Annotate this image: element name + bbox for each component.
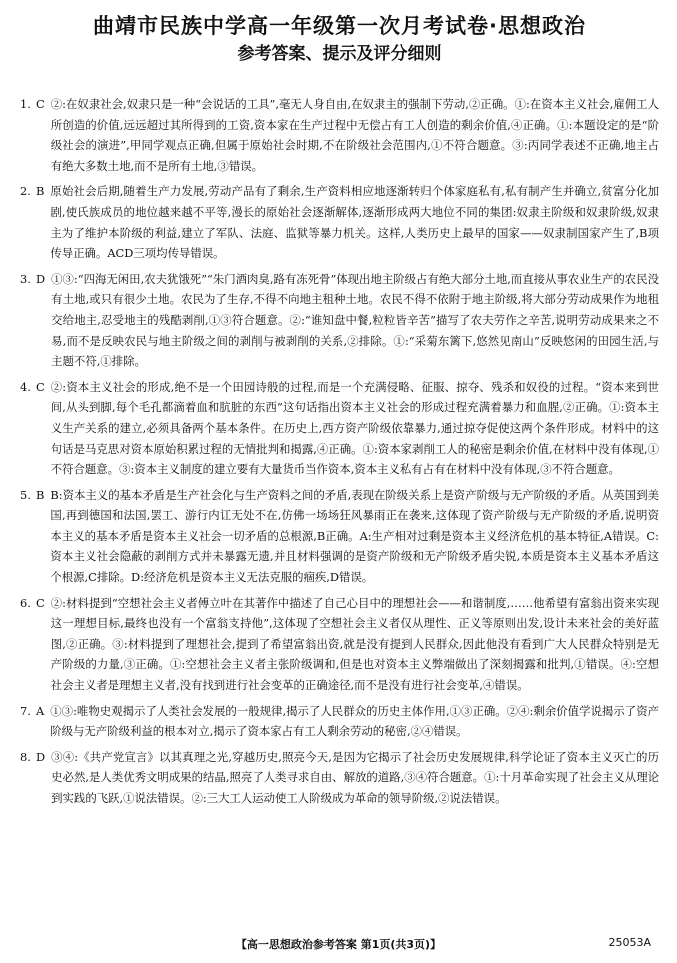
answer-item-1 bbox=[20, 94, 659, 176]
page-title: 曲靖市民族中学高一年级第一次月考试卷·思想政治 bbox=[93, 14, 586, 38]
answer-item-2 bbox=[20, 181, 659, 263]
question-number: 4. bbox=[20, 379, 31, 394]
answer-explanation: B:资本主义的基本矛盾是生产社会化与生产资料之间的矛盾,表现在阶级关系上是资产阶级与无产阶级的矛盾。从英国到美国,再到德国和法国,罢工、游行内讧无处不在,仿佛一场场狂风暴雨正在袭来,这体现了资产阶级与无产阶级的矛盾,说明资本主义的基本矛盾是资本主义社会一切矛盾的总根源,B正确。A:生产相对过剩是资本主义经济危机的基本特征,A错误。C:资本主义社会隐蔽的剥削方式并未暴露无遗,并且材料强调的是资产阶级和无产阶级矛盾尖锐,本质是资本主义基本矛盾这个根源,C排除。D:经济危机是资本主义无法克服的痼疾,D错误。 bbox=[50, 487, 659, 585]
answer-choice: A bbox=[36, 703, 45, 718]
page-subtitle: 参考答案、提示及评分细则 bbox=[237, 44, 442, 64]
answer-item-4 bbox=[20, 377, 659, 480]
question-number: 5. bbox=[20, 487, 31, 502]
answer-explanation: ②:材料提到“空想社会主义者傅立叶在其著作中描述了自己心目中的理想社会——和谐制度,……他希望有富翁出资来实现这一理想目标,最终也没有一个富翁支持他”,这体现了空想社会主义者仅从理性、正义等原则出发,设计未来社会的美好蓝图,②正确。③:材料提到了理想社会,提到了希望富翁出资,就是没有提到人民群众,因此他没有看到广大人民群众特别是无产阶级的力量,③正确。①:空想社会主义者主张阶级调和,但是也对资本主义弊端做出了深刻揭露和批判,①错误。④:空想社会主义者是理想主义者,没有找到进行社会变革的正确途径,而不是没有进行社会变革,④错误。 bbox=[50, 595, 659, 693]
question-number: 3. bbox=[20, 271, 31, 286]
answer-item-7 bbox=[20, 701, 659, 742]
question-number: 2. bbox=[20, 184, 31, 199]
answer-choice: D bbox=[36, 749, 46, 764]
question-number: 8. bbox=[20, 749, 31, 764]
answer-item-3 bbox=[20, 269, 659, 372]
answer-item-6 bbox=[20, 593, 659, 696]
footer-code: 25053A bbox=[608, 936, 651, 949]
answer-item-5 bbox=[20, 485, 659, 588]
answer-explanation: 原始社会后期,随着生产力发展,劳动产品有了剩余,生产资料相应地逐渐转归个体家庭私有,私有制产生并确立,贫富分化加剧,使氏族成员的地位越来越不平等,漫长的原始社会逐渐解体,逐渐形成两大地位不同的集团:奴隶主阶级和奴隶阶级,奴隶主为了维护本阶级的利益,建立了军队、法庭、监狱等暴力机关。这样,人类历史上最早的国家——奴隶制国家产生了,B项传导正确。ACD三项均传导错误。 bbox=[50, 184, 659, 261]
answer-explanation: ③④:《共产党宣言》以其真理之光,穿越历史,照亮今天,是因为它揭示了社会历史发展规律,科学论证了资本主义灭亡的历史必然,是人类优秀文明成果的结晶,照亮了人类寻求自由、解放的道路,③④符合题意。①:十月革命实现了社会主义从理论到实践的飞跃,①说法错误。②:三大工人运动使工人阶级成为革命的领导阶级,②说法错误。 bbox=[51, 749, 659, 805]
answer-explanation: ①③:“四海无闲田,农夫犹饿死”“朱门酒肉臭,路有冻死骨”体现出地主阶级占有绝大部分土地,而直接从事农业生产的农民没有土地,或只有很少土地。农民为了生存,不得不向地主租种土地。农民不得不依附于地主阶级,将大部分劳动成果作为地租交给地主,忍受地主的残酷剥削,①③符合题意。②:“谁知盘中餐,粒粒皆辛苦”描写了农夫劳作之辛苦,说明劳动成果来之不易,而不是反映农民与地主阶级之间的剥削与被剥削的关系,②排除。①:“采菊东篱下,悠然见南山”反映悠闲的田园生活,与主题不符,①排除。 bbox=[51, 271, 659, 369]
footer-page-info: 【高一思想政治参考答案 第1页(共3页)】 bbox=[235, 938, 442, 951]
answer-explanation: ②:在奴隶社会,奴隶只是一种“会说话的工具”,毫无人身自由,在奴隶主的强制下劳动,②正确。①:在资本主义社会,雇佣工人所创造的价值,远远超过其所得到的工资,资本家在生产过程中无偿占有工人创造的剩余价值,④正确。①:本题设定的是“阶级社会的演进”,甲同学观点正确,但属于原始社会时期,不在阶级社会范围内,①不符合题意。③:丙同学表述不正确,地主占有绝大多数土地,而不是所有土地,③错误。 bbox=[50, 97, 659, 173]
page-footer bbox=[0, 936, 677, 956]
answer-list bbox=[20, 94, 659, 809]
answer-choice: D bbox=[36, 271, 46, 286]
answer-choice: B bbox=[36, 184, 45, 199]
answer-choice: C bbox=[36, 97, 45, 111]
answer-explanation: ②:资本主义社会的形成,绝不是一个田园诗般的过程,而是一个充满侵略、征服、掠夺、残杀和奴役的过程。“资本来到世间,从头到脚,每个毛孔都滴着血和肮脏的东西”这句话指出资本主义社会的形成过程充满着暴力和血腥,②正确。①:资本主义生产关系的建立,必须具备两个基本条件。在历史上,西方资产阶级依靠暴力,通过掠夺促使这两个条件形成。材料中的这句话是马克思对资本原始积累过程的无情批判和揭露,④正确。①:资本家剥削工人的秘密是剩余价值,在材料中没有体现,①不符合题意。③:资本主义制度的建立要有大量货币当作资本,资本主义私有占有在材料中没有体现,③不符合题意。 bbox=[50, 379, 659, 477]
question-number: 7. bbox=[20, 703, 31, 718]
answer-choice: C bbox=[36, 379, 45, 394]
question-number: 1. bbox=[20, 97, 31, 111]
answer-choice: C bbox=[36, 595, 45, 610]
answer-item-8 bbox=[20, 747, 659, 809]
answer-explanation: ①③:唯物史观揭示了人类社会发展的一般规律,揭示了人民群众的历史主体作用,①③正确。②④:剩余价值学说揭示了资产阶级与无产阶级利益的根本对立,揭示了资本家占有工人剩余劳动的秘密,②④错误。 bbox=[50, 703, 659, 739]
question-number: 6. bbox=[20, 595, 31, 610]
answer-choice: B bbox=[36, 487, 45, 502]
